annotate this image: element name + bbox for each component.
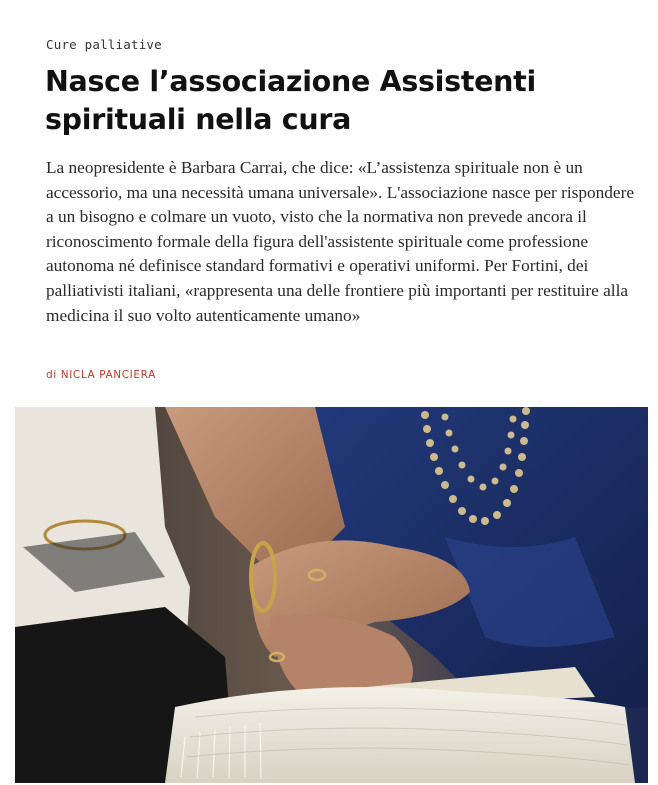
article-headline[interactable]: Nasce l’associazione Assistenti spirituali nella cura	[45, 65, 536, 136]
author-name: NICLA PANCIERA	[60, 369, 156, 381]
author-byline[interactable]	[46, 369, 156, 381]
category-link[interactable]: Cure palliative	[46, 37, 162, 52]
article-photo[interactable]	[15, 407, 648, 783]
article-summary: La neopresidente è Barbara Carrai, che dice: «L’assistenza spirituale non è un accessorio, ma una necessità umana universale». L'associazione nasce per rispondere a un bisogno e colmare un vuoto, visto che la normativa non prevede ancora il riconoscimento formale della figura dell'assistente spirituale come professione autonoma né definisce standard formativi e operativi uniformi. Per Fortini, dei palliativisti italiani, «rappresenta una delle frontiere più importanti per restituire alla medicina il suo volto autenticamente umano»	[46, 158, 635, 325]
byline-prefix: di	[46, 369, 57, 381]
